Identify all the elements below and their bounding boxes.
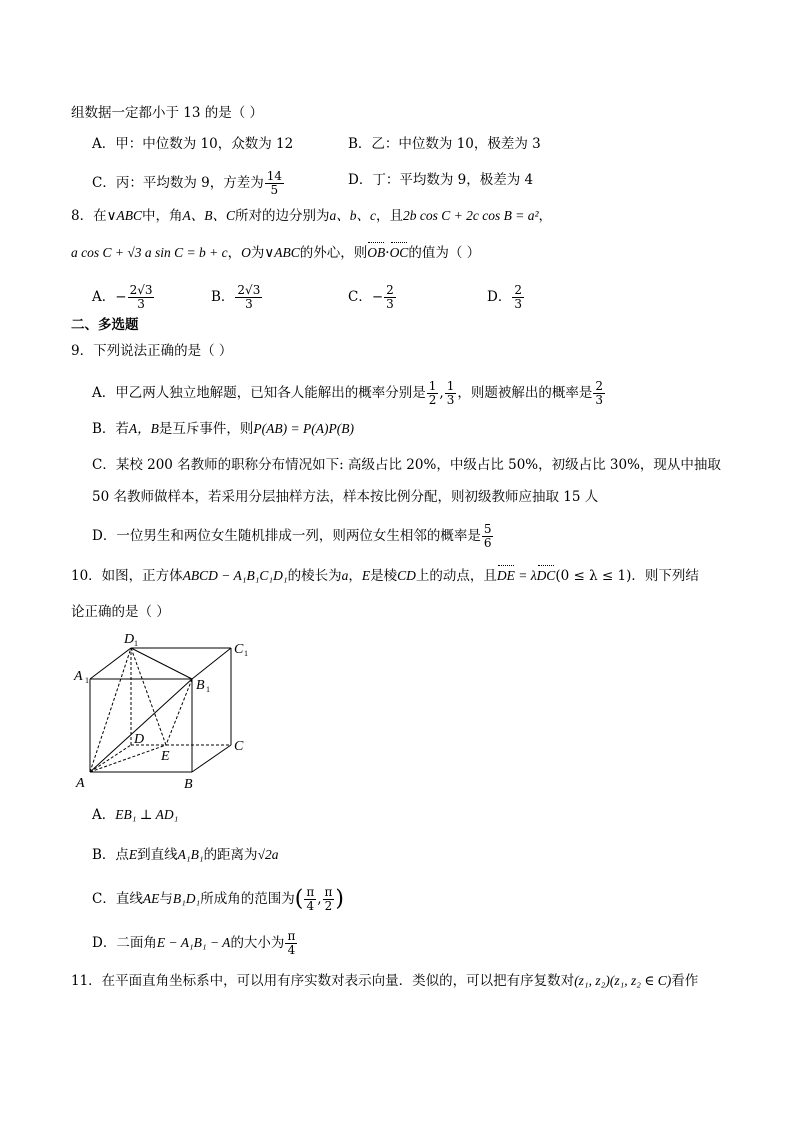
vertex-label-B1: B [196, 678, 205, 693]
q7-option-a: A．甲：中位数为 10，众数为 12 [92, 136, 294, 152]
vertex-label-E: E [161, 749, 170, 764]
q8-option-d: D． $\frac{2}{3}$ [487, 283, 522, 311]
vertex-label-D: D [134, 732, 145, 747]
q9-option-d: D．一位男生和两位女生随机排成一列，则两位女生相邻的概率是 $\frac{5}{6}$ [92, 522, 492, 550]
vertex-label-C1: C [234, 642, 244, 657]
q10-option-a: A．EB₁ ⊥ AD₁ [92, 807, 179, 823]
q10-stem-line2: 论正确的是（ ） [71, 604, 170, 620]
q7-option-b: B．乙：中位数为 10，极差为 3 [348, 136, 541, 152]
q7-option-c [92, 170, 285, 197]
vertex-label-B: B [184, 777, 193, 792]
vertex-label-A1: A [74, 669, 83, 684]
edge-B-C [192, 745, 231, 772]
vertex-label-D1: D [124, 632, 135, 647]
q8-stem-line2: a cos C + √3 a sin C = b + c，O为∨ABC的外心，则OB·OC的值为（ ） [71, 245, 481, 261]
q9-option-c-line1: C．某校 200 名教师的职称分布情况如下: 高级占比 20%，中级占比 50%，初级占比 30%，现从中抽取 [92, 457, 721, 473]
vertex-label-A: A [76, 776, 85, 791]
hidden-segment-B1-E [166, 679, 192, 745]
hidden-segment-A-E [90, 745, 166, 772]
vertex-label-A1-sub: 1 [85, 676, 89, 685]
q8-option-b: B． $\frac{2√3}{3}$ [211, 283, 261, 311]
q8-stem-line1: 8．在∨ABC中，角A、B、C所对的边分别为a、b、c，且2b cos C + 2c cos B = a²， [71, 208, 552, 224]
q10-option-d: D．二面角E − A₁B₁ − A的大小为 $\frac{\pi}{4}$ [92, 929, 296, 957]
q7-option-c-text: C．丙：平均数为 9，方差为 [92, 175, 264, 191]
q7-option-c-fraction: $\frac{14}{5}$ [266, 169, 282, 197]
q7-stem-continuation: 组数据一定都小于 13 的是（ ） [71, 105, 264, 121]
q9-option-b: B．若A，B是互斥事件，则P(AB) = P(A)P(B) [92, 421, 354, 437]
hidden-edge-A-D [90, 745, 131, 772]
q7-option-d: D．丁：平均数为 9，极差为 4 [348, 172, 534, 188]
q10-stem-line1: 10．如图，正方体ABCD − A₁B₁C₁D₁的棱长为a，E是棱CD上的动点，且DE = λDC(0 ≤ λ ≤ 1)．则下列结 [71, 568, 699, 584]
q8-option-a: A．− $\frac{2√3}{3}$ [92, 283, 153, 311]
q9-option-c-line2: 50 名教师做样本，若采用分层抽样方法，样本按比例分配，则初级教师应抽取 15 人 [92, 489, 599, 505]
vertex-label-B1-sub: 1 [206, 685, 210, 694]
vertex-label-C: C [234, 739, 244, 754]
section-heading-multiple-choice: 二、多选题 [71, 317, 139, 333]
q10-option-b: B．点E到直线A₁B₁的距离为√2a [92, 847, 279, 863]
q11-stem: 11．在平面直角坐标系中，可以用有序实数对表示向量．类似的，可以把有序复数对(z₁, z₂)(z₁, z₂ ∈ C)看作 [71, 973, 699, 989]
q9-stem: 9．下列说法正确的是（ ） [71, 343, 233, 359]
q10-option-c: C．直线AE与B₁D₁所成角的范围为( $\frac{\pi}{4}$ , $\frac{\pi}{2}$ ) [92, 885, 344, 913]
edge-B1-C1 [192, 648, 231, 679]
vertex-label-C1-sub: 1 [244, 649, 248, 658]
edge-A1-D1 [90, 648, 131, 679]
segment-A-B1 [90, 679, 192, 772]
q9-option-a: A．甲乙两人独立地解题，已知各人能解出的概率分别是 $\frac{1}{2}$ , $\frac{1}{3}$ ，则题被解出的概率是 $\frac{2}{3}$ [92, 379, 603, 407]
vertex-label-D1-sub: 1 [134, 639, 138, 648]
cube-figure [60, 625, 260, 795]
q8-option-c: C．− $\frac{2}{3}$ [348, 283, 394, 311]
